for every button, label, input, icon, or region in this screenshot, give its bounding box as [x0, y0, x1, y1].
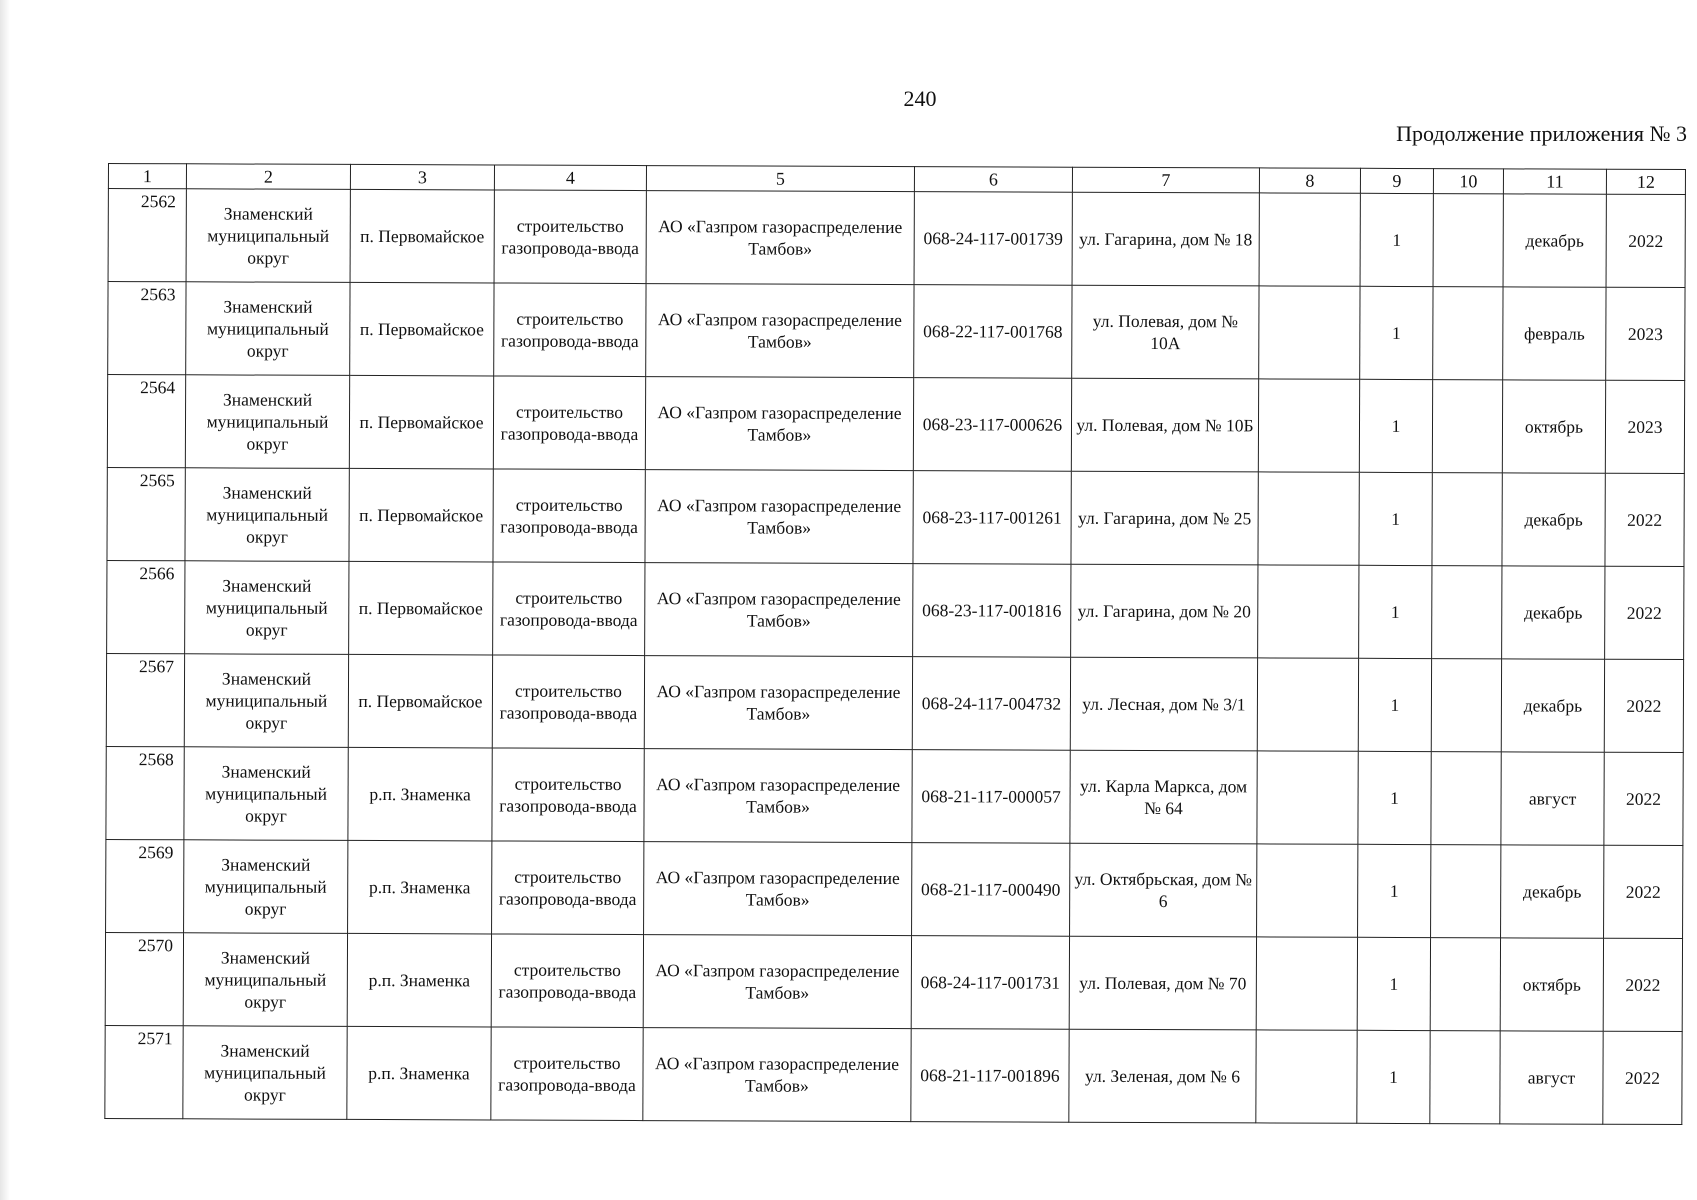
organization-cell: [644, 656, 912, 750]
municipality-cell: [184, 747, 348, 841]
work-type-cell: [492, 655, 644, 749]
quantity: 1: [1392, 229, 1402, 250]
month: декабрь: [1524, 509, 1583, 530]
page-number: 240: [903, 86, 937, 111]
column-8-cell: [1257, 751, 1358, 844]
year-cell: [1604, 845, 1683, 938]
object-code-cell: [914, 285, 1072, 379]
month: август: [1528, 788, 1577, 809]
row-number: 2567: [139, 656, 175, 677]
address: ул. Октябрьская, дом № 6: [1074, 868, 1253, 912]
municipality-cell: [185, 561, 349, 655]
row-number-cell: [106, 746, 184, 839]
month-cell: [1502, 566, 1605, 659]
column-8-cell: [1259, 193, 1360, 286]
quantity-cell: [1358, 751, 1431, 844]
month-cell: [1503, 194, 1606, 287]
settlement: р.п. Знаменка: [368, 1063, 470, 1084]
table-row: [106, 653, 1683, 752]
month: декабрь: [1523, 881, 1582, 902]
column-8-cell: [1256, 1030, 1357, 1123]
address-cell: [1071, 378, 1258, 472]
row-number-cell: [108, 282, 186, 375]
column-header: 2: [186, 164, 350, 190]
settlement-cell: [349, 561, 493, 655]
month-cell: [1500, 1031, 1603, 1124]
column-8-cell: [1257, 658, 1358, 751]
municipality: Знаменский муниципальный округ: [206, 296, 329, 361]
work-type: строительство газопровода-ввода: [499, 773, 637, 817]
organization: АО «Газпром газораспределение Тамбов»: [657, 309, 902, 352]
column-header: 1: [108, 164, 186, 189]
table-row: [105, 1025, 1682, 1124]
month-cell: [1501, 845, 1604, 938]
column-10-cell: [1430, 938, 1500, 1031]
month: октябрь: [1524, 416, 1584, 437]
year-cell: [1605, 473, 1684, 566]
organization-cell: [643, 1028, 911, 1122]
quantity-cell: [1359, 379, 1432, 472]
month-cell: [1501, 752, 1604, 845]
address-cell: [1069, 1029, 1256, 1123]
municipality: Знаменский муниципальный округ: [206, 482, 329, 547]
work-type: строительство газопровода-ввода: [498, 866, 637, 910]
settlement: р.п. Знаменка: [369, 784, 471, 805]
year: 2022: [1625, 974, 1661, 995]
object-code-cell: [911, 936, 1069, 1030]
column-header: 8: [1259, 168, 1360, 193]
annex-continuation-note: Продолжение приложения № 3: [1396, 121, 1687, 146]
table-row: [107, 560, 1684, 659]
object-code: 068-23-117-000626: [922, 414, 1063, 435]
address: ул. Полевая, дом № 10Б: [1076, 414, 1254, 436]
address-cell: [1069, 936, 1256, 1030]
work-type: строительство газопровода-ввода: [501, 215, 640, 259]
object-code-cell: [912, 657, 1070, 751]
organization-cell: [646, 284, 914, 378]
year: 2022: [1628, 230, 1664, 251]
column-8-cell: [1258, 379, 1359, 472]
quantity: 1: [1391, 415, 1401, 436]
quantity: 1: [1389, 973, 1399, 994]
column-header: 12: [1606, 169, 1685, 194]
column-header: 4: [494, 165, 646, 191]
object-code: 068-24-117-001731: [920, 972, 1061, 993]
row-number: 2571: [137, 1028, 173, 1049]
address: ул. Лесная, дом № 3/1: [1082, 693, 1246, 715]
quantity-cell: [1359, 565, 1432, 658]
object-code: 068-21-117-000490: [921, 879, 1061, 900]
year: 2023: [1627, 416, 1663, 437]
quantity-cell: [1357, 1030, 1430, 1123]
municipality: Знаменский муниципальный округ: [204, 1040, 326, 1105]
quantity: 1: [1391, 508, 1401, 529]
municipality-cell: [185, 375, 349, 469]
row-number: 2562: [140, 191, 176, 212]
organization: АО «Газпром газораспределение Тамбов»: [655, 867, 900, 910]
row-number: 2570: [137, 935, 174, 956]
column-10-cell: [1431, 752, 1501, 845]
quantity-cell: [1360, 193, 1433, 286]
column-10-cell: [1432, 380, 1502, 473]
month-cell: [1501, 659, 1604, 752]
year: 2022: [1626, 695, 1662, 716]
organization: АО «Газпром газораспределение Тамбов»: [655, 960, 900, 1003]
quantity-cell: [1359, 472, 1432, 565]
address-cell: [1072, 285, 1259, 379]
row-number-cell: [105, 932, 183, 1025]
column-10-cell: [1431, 845, 1501, 938]
settlement: п. Первомайское: [358, 690, 483, 712]
object-code-cell: [911, 1029, 1069, 1123]
column-10-cell: [1432, 473, 1502, 566]
work-type-cell: [494, 190, 646, 284]
year: 2022: [1624, 1067, 1661, 1088]
year: 2022: [1626, 602, 1662, 623]
settlement-cell: [349, 468, 493, 562]
settlement: п. Первомайское: [359, 318, 484, 340]
row-number-cell: [107, 375, 185, 468]
settlement: р.п. Знаменка: [368, 970, 471, 991]
quantity: 1: [1390, 787, 1399, 808]
work-type: строительство газопровода-ввода: [498, 959, 637, 1003]
table-row: [107, 375, 1684, 474]
month-cell: [1503, 287, 1606, 380]
address: ул. Полевая, дом № 70: [1079, 972, 1247, 994]
row-number-cell: [106, 839, 184, 932]
work-type-cell: [493, 376, 645, 470]
work-type: строительство газопровода-ввода: [500, 308, 639, 352]
settlement-cell: [348, 654, 492, 748]
object-code-cell: [912, 750, 1070, 844]
column-8-cell: [1258, 472, 1359, 565]
year-cell: [1606, 194, 1685, 287]
address-cell: [1072, 192, 1259, 286]
year-cell: [1606, 287, 1685, 380]
organization: АО «Газпром газораспределение Тамбов»: [656, 588, 901, 631]
quantity-cell: [1357, 937, 1430, 1030]
object-code-cell: [912, 843, 1070, 937]
row-number-cell: [106, 653, 184, 746]
settlement-cell: [348, 747, 492, 841]
work-type-cell: [494, 283, 646, 377]
municipality-cell: [186, 282, 350, 376]
organization-cell: [644, 842, 912, 936]
row-number: 2569: [138, 842, 174, 863]
column-header: 7: [1072, 167, 1259, 193]
quantity-cell: [1358, 844, 1431, 937]
work-type: строительство газопровода-ввода: [499, 587, 638, 631]
object-code-cell: [913, 471, 1071, 565]
column-header: 11: [1503, 169, 1606, 194]
settlement-cell: [347, 1026, 491, 1120]
year-cell: [1604, 659, 1683, 752]
municipality: Знаменский муниципальный округ: [206, 389, 329, 454]
municipality: Знаменский муниципальный округ: [204, 947, 327, 1012]
object-code-cell: [914, 192, 1072, 286]
address-cell: [1071, 471, 1258, 565]
column-header: 9: [1360, 168, 1433, 193]
year: 2023: [1627, 323, 1663, 344]
organization: АО «Газпром газораспределение Тамбов»: [656, 681, 901, 724]
scan-edge-shadow: [0, 0, 10, 1200]
work-type: строительство газопровода-ввода: [500, 494, 638, 538]
municipality-cell: [184, 840, 348, 934]
settlement-cell: [350, 282, 494, 376]
object-code: 068-21-117-000057: [921, 786, 1061, 807]
address: ул. Карла Маркса, дом № 64: [1080, 775, 1248, 819]
address: ул. Гагарина, дом № 25: [1077, 507, 1252, 529]
settlement-cell: [349, 375, 493, 469]
object-code: 068-22-117-001768: [923, 321, 1063, 342]
object-code: 068-23-117-001261: [922, 507, 1062, 528]
quantity: 1: [1391, 322, 1401, 343]
quantity: 1: [1389, 1066, 1398, 1087]
month: декабрь: [1523, 695, 1583, 716]
column-10-cell: [1433, 194, 1503, 287]
row-number: 2568: [138, 749, 174, 770]
address-cell: [1070, 657, 1257, 751]
column-header: 10: [1433, 169, 1503, 194]
column-8-cell: [1256, 937, 1357, 1030]
municipality: Знаменский муниципальный округ: [205, 761, 328, 826]
year: 2022: [1625, 881, 1661, 902]
registry-table: [104, 163, 1686, 1125]
year-cell: [1604, 752, 1683, 845]
organization: АО «Газпром газораспределение Тамбов»: [656, 774, 901, 817]
municipality: Знаменский муниципальный округ: [205, 668, 328, 733]
row-number: 2563: [140, 284, 176, 305]
municipality: Знаменский муниципальный округ: [207, 203, 330, 268]
work-type-cell: [492, 841, 644, 935]
settlement-cell: [348, 840, 492, 934]
column-10-cell: [1430, 1031, 1500, 1124]
address: ул. Гагарина, дом № 18: [1079, 228, 1253, 250]
year-cell: [1605, 380, 1684, 473]
address-cell: [1071, 564, 1258, 658]
table-row: [105, 932, 1682, 1031]
organization-cell: [645, 563, 913, 657]
object-code: 068-24-117-004732: [921, 693, 1062, 714]
table-row: [106, 746, 1683, 845]
organization-cell: [645, 377, 913, 471]
table-row: [106, 839, 1683, 938]
address-cell: [1070, 750, 1257, 844]
row-number-cell: [107, 467, 185, 560]
month: октябрь: [1522, 974, 1581, 995]
municipality-cell: [185, 468, 349, 562]
row-number-cell: [108, 189, 186, 282]
row-number: 2566: [139, 563, 175, 584]
work-type-cell: [492, 748, 644, 842]
year-cell: [1603, 938, 1682, 1031]
quantity-cell: [1358, 658, 1431, 751]
month: август: [1527, 1067, 1576, 1088]
address: ул. Полевая, дом № 10А: [1092, 310, 1239, 354]
organization: АО «Газпром газораспределение Тамбов»: [657, 495, 902, 538]
row-number-cell: [107, 560, 185, 653]
table-row: [107, 467, 1684, 566]
municipality-cell: [183, 933, 347, 1027]
municipality-cell: [184, 654, 348, 748]
year-cell: [1605, 566, 1684, 659]
work-type: строительство газопровода-ввода: [500, 401, 639, 445]
work-type-cell: [491, 1027, 643, 1121]
quantity: 1: [1390, 694, 1400, 715]
month: февраль: [1523, 323, 1585, 344]
municipality-cell: [186, 189, 350, 283]
municipality: Знаменский муниципальный округ: [205, 575, 328, 640]
column-10-cell: [1431, 659, 1501, 752]
address: ул. Зеленая, дом № 6: [1084, 1065, 1241, 1087]
settlement-cell: [350, 189, 494, 283]
object-code: 068-23-117-001816: [922, 600, 1062, 621]
settlement: п. Первомайское: [360, 225, 485, 247]
organization-cell: [644, 749, 912, 843]
row-number: 2564: [140, 377, 176, 398]
table-row: [108, 189, 1685, 288]
month: декабрь: [1524, 602, 1583, 623]
organization: АО «Газпром газораспределение Тамбов»: [657, 402, 902, 445]
column-8-cell: [1258, 565, 1359, 658]
registry-rows: [105, 189, 1686, 1125]
settlement: п. Первомайское: [359, 411, 484, 433]
address: ул. Гагарина, дом № 20: [1077, 600, 1251, 622]
column-header: 3: [350, 164, 494, 190]
column-header: 6: [914, 167, 1072, 193]
work-type: строительство газопровода-ввода: [498, 1052, 636, 1096]
row-number-cell: [105, 1025, 183, 1118]
quantity: 1: [1390, 601, 1400, 622]
settlement: р.п. Знаменка: [368, 877, 471, 898]
quantity: 1: [1389, 880, 1399, 901]
municipality-cell: [183, 1026, 347, 1120]
object-code: 068-24-117-001739: [923, 228, 1063, 249]
year: 2022: [1626, 788, 1662, 809]
column-8-cell: [1259, 286, 1360, 379]
month-cell: [1502, 380, 1605, 473]
year: 2022: [1627, 509, 1663, 530]
settlement: п. Первомайское: [359, 504, 484, 526]
month-cell: [1502, 473, 1605, 566]
municipality: Знаменский муниципальный округ: [204, 854, 327, 919]
settlement-cell: [347, 933, 491, 1027]
quantity-cell: [1360, 286, 1433, 379]
column-8-cell: [1257, 844, 1358, 937]
settlement: п. Первомайское: [358, 597, 483, 619]
column-10-cell: [1432, 566, 1502, 659]
organization: АО «Газпром газораспределение Тамбов»: [658, 216, 903, 259]
table-row: [108, 282, 1685, 381]
column-10-cell: [1433, 287, 1503, 380]
address-cell: [1070, 843, 1257, 937]
month-cell: [1500, 938, 1603, 1031]
object-code-cell: [913, 564, 1071, 658]
object-code-cell: [913, 378, 1071, 472]
object-code: 068-21-117-001896: [920, 1065, 1060, 1086]
organization: АО «Газпром газораспределение Тамбов»: [655, 1053, 900, 1096]
work-type: строительство газопровода-ввода: [499, 680, 638, 724]
organization-cell: [645, 470, 913, 564]
row-number: 2565: [139, 470, 175, 491]
year-cell: [1603, 1031, 1682, 1124]
month: декабрь: [1525, 230, 1584, 251]
organization-cell: [646, 191, 914, 285]
organization-cell: [643, 935, 911, 1029]
work-type-cell: [493, 562, 645, 656]
work-type-cell: [491, 934, 643, 1028]
work-type-cell: [493, 469, 645, 563]
column-header: 5: [646, 166, 914, 192]
